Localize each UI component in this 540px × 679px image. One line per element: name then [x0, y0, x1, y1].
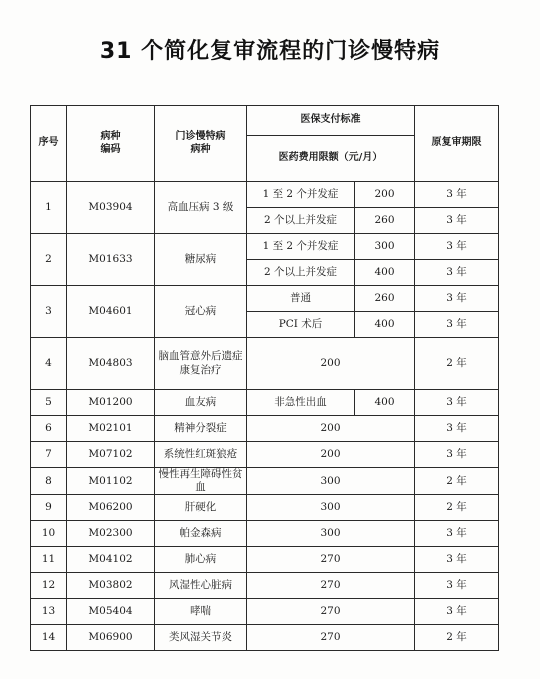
cell-period: 3 年 — [415, 312, 499, 338]
cell-code: M07102 — [67, 442, 155, 468]
cell-period: 3 年 — [415, 208, 499, 234]
cell-name: 哮喘 — [155, 599, 247, 625]
header-seq: 序号 — [31, 106, 67, 182]
header-name — [155, 106, 247, 182]
document-title: 31 个简化复审流程的门诊慢特病 — [99, 39, 441, 64]
cell-seq: 2 — [31, 234, 67, 286]
header-code — [67, 106, 155, 182]
cell-name: 肝硬化 — [155, 495, 247, 521]
cell-seq: 5 — [31, 390, 67, 416]
cell-sub-value: 260 — [355, 286, 415, 312]
table-row — [31, 286, 499, 312]
cell-code: M04601 — [67, 286, 155, 338]
cell-period: 2 年 — [415, 495, 499, 521]
cell-name: 慢性再生障碍性贫血 — [155, 468, 247, 495]
table-row — [31, 573, 499, 599]
cell-value: 270 — [247, 547, 415, 573]
cell-sub-label: 1 至 2 个并发症 — [247, 234, 355, 260]
cell-code: M05404 — [67, 599, 155, 625]
header-name-line2: 病种 — [190, 143, 211, 155]
cell-sub-value: 400 — [355, 260, 415, 286]
table-row — [31, 416, 499, 442]
table-row — [31, 547, 499, 573]
header-review-period: 原复审期限 — [415, 106, 499, 182]
cell-code: M01633 — [67, 234, 155, 286]
cell-code: M01102 — [67, 468, 155, 495]
cell-sub-value: 200 — [355, 182, 415, 208]
cell-seq: 13 — [31, 599, 67, 625]
cell-seq: 12 — [31, 573, 67, 599]
cell-name: 冠心病 — [155, 286, 247, 338]
table-row — [31, 390, 499, 416]
header-pay-standard: 医保支付标准 — [247, 106, 415, 136]
cell-period: 3 年 — [415, 390, 499, 416]
cell-value: 300 — [247, 521, 415, 547]
table-row — [31, 495, 499, 521]
table-row — [31, 599, 499, 625]
cell-value: 200 — [247, 442, 415, 468]
header-code-line2: 编码 — [100, 143, 121, 155]
table-row — [31, 625, 499, 651]
table-row — [31, 182, 499, 208]
cell-period: 3 年 — [415, 286, 499, 312]
cell-code: M06900 — [67, 625, 155, 651]
cell-seq: 9 — [31, 495, 67, 521]
cell-period: 3 年 — [415, 547, 499, 573]
cell-name: 帕金森病 — [155, 521, 247, 547]
cell-sub-label: 普通 — [247, 286, 355, 312]
cell-name: 系统性红斑狼疮 — [155, 442, 247, 468]
header-name-line1: 门诊慢特病 — [175, 131, 226, 142]
cell-period: 3 年 — [415, 182, 499, 208]
cell-value: 270 — [247, 599, 415, 625]
cell-sub-value: 400 — [355, 312, 415, 338]
cell-value: 300 — [247, 468, 415, 495]
cell-code: M04102 — [67, 547, 155, 573]
cell-seq: 4 — [31, 338, 67, 390]
cell-name: 血友病 — [155, 390, 247, 416]
cell-code: M04803 — [67, 338, 155, 390]
cell-name: 肺心病 — [155, 547, 247, 573]
cell-period: 3 年 — [415, 416, 499, 442]
cell-code: M02300 — [67, 521, 155, 547]
cell-sub-value: 400 — [355, 390, 415, 416]
cell-sub-label: 1 至 2 个并发症 — [247, 182, 355, 208]
cell-value: 200 — [247, 338, 415, 390]
cell-name: 高血压病 3 级 — [155, 182, 247, 234]
cell-name: 精神分裂症 — [155, 416, 247, 442]
table-row — [31, 521, 499, 547]
cell-code: M01200 — [67, 390, 155, 416]
cell-seq: 6 — [31, 416, 67, 442]
table-row — [31, 468, 499, 495]
cell-code: M03802 — [67, 573, 155, 599]
cell-name: 风湿性心脏病 — [155, 573, 247, 599]
cell-period: 2 年 — [415, 468, 499, 495]
cell-value: 270 — [247, 625, 415, 651]
table-body — [31, 182, 499, 651]
table-row — [31, 442, 499, 468]
disease-table — [30, 105, 499, 651]
header-fee-limit: 医药费用限额（元/月） — [247, 136, 415, 182]
cell-code: M03904 — [67, 182, 155, 234]
header-code-line1: 病种 — [100, 131, 121, 142]
cell-sub-label: 非急性出血 — [247, 390, 355, 416]
cell-name: 脑血管意外后遗症康复治疗 — [155, 338, 247, 390]
cell-value: 270 — [247, 573, 415, 599]
cell-period: 3 年 — [415, 260, 499, 286]
cell-code: M02101 — [67, 416, 155, 442]
cell-period: 3 年 — [415, 599, 499, 625]
cell-period: 3 年 — [415, 234, 499, 260]
cell-seq: 11 — [31, 547, 67, 573]
cell-sub-value: 300 — [355, 234, 415, 260]
table-row — [31, 234, 499, 260]
cell-sub-value: 260 — [355, 208, 415, 234]
cell-name: 糖尿病 — [155, 234, 247, 286]
cell-period: 2 年 — [415, 338, 499, 390]
cell-sub-label: 2 个以上并发症 — [247, 260, 355, 286]
cell-seq: 3 — [31, 286, 67, 338]
cell-period: 3 年 — [415, 442, 499, 468]
cell-period: 2 年 — [415, 625, 499, 651]
table-row — [31, 338, 499, 390]
cell-code: M06200 — [67, 495, 155, 521]
cell-sub-label: PCI 术后 — [247, 312, 355, 338]
cell-sub-label: 2 个以上并发症 — [247, 208, 355, 234]
cell-period: 3 年 — [415, 521, 499, 547]
cell-seq: 7 — [31, 442, 67, 468]
cell-seq: 10 — [31, 521, 67, 547]
cell-seq: 8 — [31, 468, 67, 495]
cell-seq: 1 — [31, 182, 67, 234]
cell-period: 3 年 — [415, 573, 499, 599]
cell-value: 200 — [247, 416, 415, 442]
cell-seq: 14 — [31, 625, 67, 651]
cell-value: 300 — [247, 495, 415, 521]
table-header — [31, 106, 499, 182]
cell-name: 类风湿关节炎 — [155, 625, 247, 651]
